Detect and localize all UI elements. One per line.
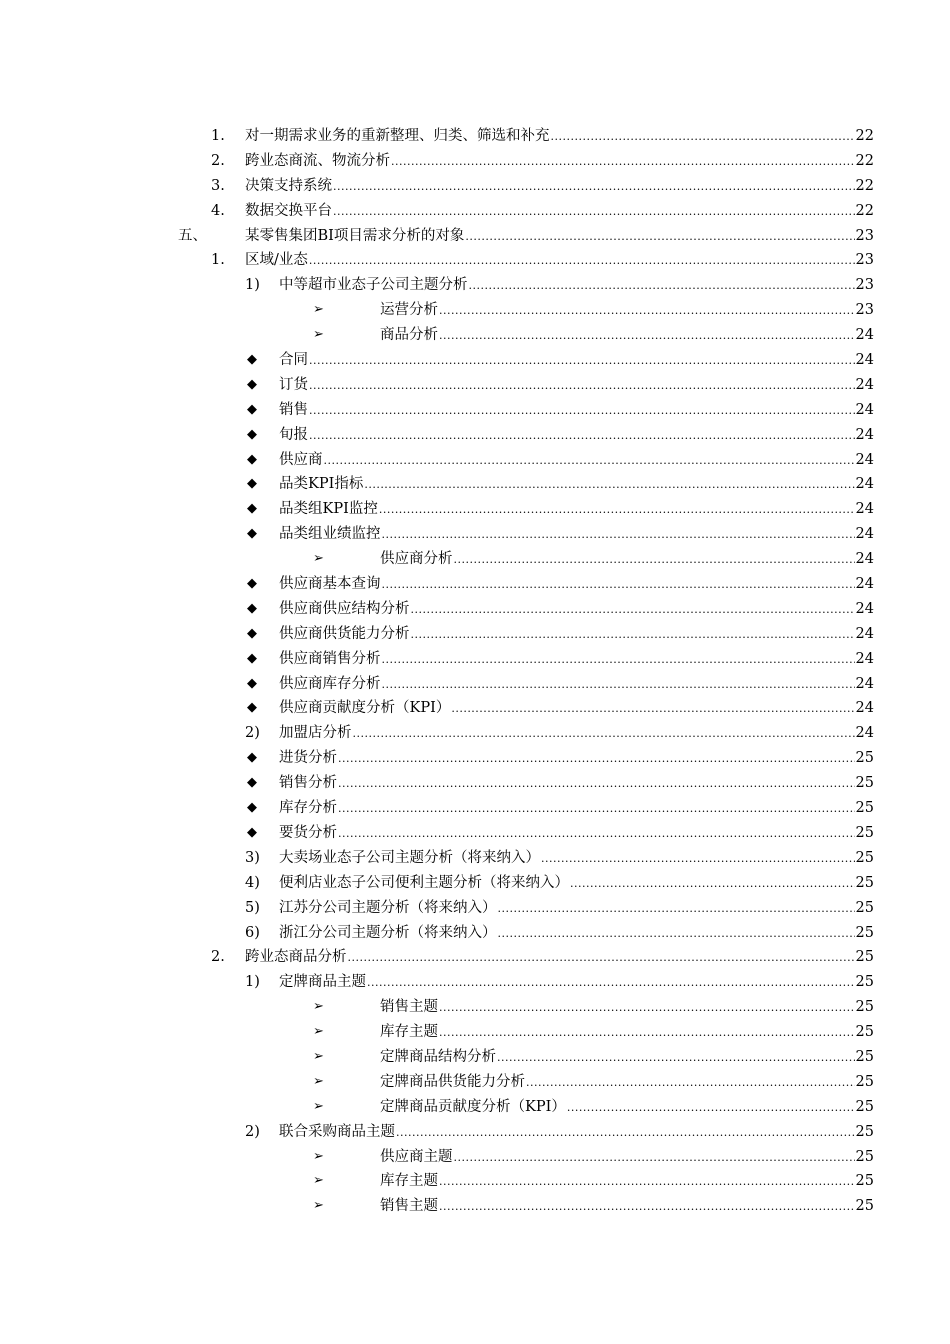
toc-entry-title: 联合采购商品主题	[279, 1123, 395, 1140]
toc-entry[interactable]	[0, 248, 950, 273]
dot-leader	[567, 1096, 855, 1121]
toc-entry-number: 5)	[245, 899, 260, 916]
diamond-bullet-icon: ◆	[247, 451, 257, 467]
toc-entry-title: 销售	[279, 401, 308, 418]
toc-entry-page-number: 25	[855, 750, 874, 767]
arrow-bullet-icon: ➢	[313, 1073, 324, 1089]
toc-entry-number: 3)	[245, 849, 260, 866]
toc-entry-page-number: 24	[855, 476, 874, 493]
toc-entry-page-number: 25	[855, 800, 874, 817]
toc-entry[interactable]	[0, 846, 950, 871]
toc-entry[interactable]	[0, 945, 950, 970]
toc-entry[interactable]	[0, 1169, 950, 1194]
toc-entry[interactable]	[0, 696, 950, 721]
toc-entry-title: 库存主题	[380, 1024, 438, 1041]
toc-entry-page-number: 24	[855, 675, 874, 692]
toc-entry-title: 供应商库存分析	[279, 675, 381, 692]
toc-entry[interactable]	[0, 1145, 950, 1170]
dot-leader	[469, 274, 855, 299]
toc-entry[interactable]	[0, 547, 950, 572]
toc-entry-page-number: 23	[855, 277, 874, 294]
toc-entry-title: 品类组业绩监控	[279, 526, 381, 543]
toc-entry-title: 进货分析	[279, 750, 337, 767]
toc-entry-page-number: 23	[855, 227, 874, 244]
toc-entry-page-number: 24	[855, 725, 874, 742]
arrow-bullet-icon: ➢	[313, 551, 324, 567]
toc-entry-page-number: 24	[855, 376, 874, 393]
toc-entry-title: 销售主题	[380, 1198, 438, 1215]
toc-entry-title: 合同	[279, 352, 308, 369]
dot-leader	[309, 349, 855, 374]
toc-entry[interactable]	[0, 224, 950, 249]
toc-entry-page-number: 24	[855, 352, 874, 369]
toc-entry-title: 供应商销售分析	[279, 650, 381, 667]
toc-entry[interactable]	[0, 199, 950, 224]
diamond-bullet-icon: ◆	[247, 576, 257, 592]
arrow-bullet-icon: ➢	[313, 302, 324, 318]
arrow-bullet-icon: ➢	[313, 999, 324, 1015]
toc-entry[interactable]	[0, 572, 950, 597]
table-of-contents	[0, 124, 950, 1219]
dot-leader	[411, 598, 855, 623]
diamond-bullet-icon: ◆	[247, 824, 257, 840]
arrow-bullet-icon: ➢	[313, 327, 324, 343]
dot-leader	[367, 971, 855, 996]
toc-entry-title: 供应商供应结构分析	[279, 600, 410, 617]
toc-entry-page-number: 25	[855, 775, 874, 792]
toc-entry[interactable]	[0, 323, 950, 348]
dot-leader	[391, 150, 855, 175]
dot-leader	[382, 673, 855, 698]
arrow-bullet-icon: ➢	[313, 1148, 324, 1164]
toc-entry[interactable]	[0, 597, 950, 622]
toc-entry-page-number: 22	[855, 202, 874, 219]
toc-entry[interactable]	[0, 672, 950, 697]
toc-entry-title: 销售分析	[279, 775, 337, 792]
toc-entry[interactable]	[0, 896, 950, 921]
toc-entry-page-number: 24	[855, 327, 874, 344]
diamond-bullet-icon: ◆	[247, 625, 257, 641]
toc-entry-number: 五、	[178, 227, 207, 244]
toc-entry-number: 6)	[245, 924, 260, 941]
toc-entry-page-number: 25	[855, 1198, 874, 1215]
toc-entry-number: 2.	[211, 152, 225, 169]
toc-entry-page-number: 25	[855, 874, 874, 891]
toc-entry-title: 供应商主题	[380, 1148, 453, 1165]
toc-entry-page-number: 24	[855, 600, 874, 617]
toc-entry-number: 2)	[245, 725, 260, 742]
toc-entry[interactable]	[0, 398, 950, 423]
diamond-bullet-icon: ◆	[247, 800, 257, 816]
toc-entry-title: 中等超市业态子公司主题分析	[279, 277, 468, 294]
dot-leader	[382, 523, 855, 548]
dot-leader	[439, 1021, 855, 1046]
toc-entry-page-number: 25	[855, 999, 874, 1016]
toc-entry-page-number: 22	[855, 152, 874, 169]
toc-entry-title: 江苏分公司主题分析（将来纳入）	[279, 899, 497, 916]
arrow-bullet-icon: ➢	[313, 1198, 324, 1214]
diamond-bullet-icon: ◆	[247, 600, 257, 616]
arrow-bullet-icon: ➢	[313, 1048, 324, 1064]
toc-entry-title: 跨业态商流、物流分析	[245, 152, 390, 169]
dot-leader	[338, 772, 855, 797]
toc-entry[interactable]	[0, 647, 950, 672]
toc-entry-title: 定牌商品供货能力分析	[380, 1073, 525, 1090]
toc-entry-page-number: 25	[855, 824, 874, 841]
toc-entry-page-number: 25	[855, 1098, 874, 1115]
toc-entry-page-number: 24	[855, 501, 874, 518]
dot-leader	[454, 1146, 855, 1171]
toc-entry-title: 供应商基本查询	[279, 576, 381, 593]
toc-entry-title: 旬报	[279, 426, 308, 443]
toc-entry[interactable]	[0, 448, 950, 473]
toc-entry[interactable]	[0, 1194, 950, 1219]
toc-entry-title: 供应商分析	[380, 551, 453, 568]
diamond-bullet-icon: ◆	[247, 775, 257, 791]
toc-entry-number: 1.	[211, 128, 225, 144]
toc-entry[interactable]	[0, 472, 950, 497]
dot-leader	[382, 573, 855, 598]
toc-entry-number: 2)	[245, 1123, 260, 1140]
toc-entry-page-number: 24	[855, 576, 874, 593]
dot-leader	[379, 498, 855, 523]
toc-entry-number: 3.	[211, 177, 225, 194]
toc-entry-page-number: 22	[855, 177, 874, 194]
toc-entry-title: 定牌商品结构分析	[380, 1048, 496, 1065]
toc-entry-title: 定牌商品主题	[279, 974, 366, 991]
toc-entry-title: 供应商	[279, 451, 323, 468]
toc-entry-page-number: 24	[855, 551, 874, 568]
dot-leader	[333, 175, 855, 200]
toc-entry-page-number: 24	[855, 650, 874, 667]
diamond-bullet-icon: ◆	[247, 675, 257, 691]
toc-entry-title: 要货分析	[279, 824, 337, 841]
toc-entry-number: 4.	[211, 202, 225, 219]
dot-leader	[353, 722, 855, 747]
toc-entry-title: 加盟店分析	[279, 725, 352, 742]
toc-entry-page-number: 25	[855, 1173, 874, 1190]
dot-leader	[439, 299, 855, 324]
toc-entry-title: 某零售集团BI项目需求分析的对象	[245, 227, 465, 244]
diamond-bullet-icon: ◆	[247, 352, 257, 368]
toc-entry-page-number: 24	[855, 625, 874, 642]
diamond-bullet-icon: ◆	[247, 501, 257, 517]
toc-entry[interactable]	[0, 174, 950, 199]
dot-leader	[497, 1046, 855, 1071]
toc-entry-title: 数据交换平台	[245, 202, 332, 219]
toc-entry-title: 定牌商品贡献度分析（KPI）	[380, 1098, 566, 1115]
toc-entry[interactable]	[0, 871, 950, 896]
arrow-bullet-icon: ➢	[313, 1173, 324, 1189]
toc-entry[interactable]	[0, 1120, 950, 1145]
dot-leader	[451, 697, 854, 722]
dot-leader	[541, 847, 855, 872]
toc-entry-title: 区域/业态	[245, 252, 308, 269]
dot-leader	[411, 623, 855, 648]
toc-entry[interactable]	[0, 124, 950, 149]
toc-entry-title: 供应商贡献度分析（KPI）	[279, 700, 451, 717]
dot-leader	[309, 249, 855, 274]
toc-entry[interactable]	[0, 373, 950, 398]
toc-entry-page-number: 25	[855, 849, 874, 866]
arrow-bullet-icon: ➢	[313, 1098, 324, 1114]
toc-entry-title: 库存分析	[279, 800, 337, 817]
toc-entry-page-number: 22	[855, 128, 874, 144]
arrow-bullet-icon: ➢	[313, 1024, 324, 1040]
toc-entry-number: 1.	[211, 252, 225, 269]
toc-entry-page-number: 24	[855, 526, 874, 543]
toc-entry[interactable]	[0, 298, 950, 323]
dot-leader	[324, 449, 855, 474]
toc-entry-page-number: 24	[855, 451, 874, 468]
dot-leader	[498, 897, 855, 922]
toc-entry-title: 大卖场业态子公司主题分析（将来纳入）	[279, 849, 540, 866]
toc-entry[interactable]	[0, 995, 950, 1020]
diamond-bullet-icon: ◆	[247, 526, 257, 542]
toc-entry[interactable]	[0, 921, 950, 946]
toc-entry-page-number: 25	[855, 1123, 874, 1140]
toc-entry[interactable]	[0, 522, 950, 547]
dot-leader	[498, 922, 855, 947]
toc-entry[interactable]	[0, 746, 950, 771]
dot-leader	[382, 648, 855, 673]
toc-entry[interactable]	[0, 273, 950, 298]
dot-leader	[333, 200, 855, 225]
dot-leader	[439, 1195, 855, 1220]
toc-entry[interactable]	[0, 149, 950, 174]
dot-leader	[396, 1121, 855, 1146]
toc-entry[interactable]	[0, 796, 950, 821]
dot-leader	[551, 125, 855, 150]
toc-entry-title: 运营分析	[380, 302, 438, 319]
dot-leader	[439, 324, 855, 349]
toc-entry-title: 浙江分公司主题分析（将来纳入）	[279, 924, 497, 941]
toc-entry[interactable]	[0, 721, 950, 746]
toc-entry-page-number: 25	[855, 949, 874, 966]
dot-leader	[439, 996, 855, 1021]
dot-leader	[309, 374, 855, 399]
toc-entry[interactable]	[0, 497, 950, 522]
toc-entry[interactable]	[0, 1095, 950, 1120]
toc-entry-number: 4)	[245, 874, 260, 891]
toc-entry-title: 商品分析	[380, 327, 438, 344]
toc-entry-title: 决策支持系统	[245, 177, 332, 194]
toc-entry-page-number: 25	[855, 1024, 874, 1041]
dot-leader	[338, 822, 855, 847]
toc-entry-title: 订货	[279, 376, 308, 393]
toc-entry-page-number: 25	[855, 974, 874, 991]
toc-entry[interactable]	[0, 348, 950, 373]
dot-leader	[465, 225, 854, 250]
dot-leader	[570, 872, 855, 897]
toc-entry-page-number: 25	[855, 1048, 874, 1065]
toc-entry-number: 1)	[245, 277, 260, 294]
toc-entry-title: 品类组KPI监控	[279, 501, 378, 518]
toc-entry-page-number: 24	[855, 700, 874, 717]
dot-leader	[526, 1071, 855, 1096]
toc-entry[interactable]	[0, 1045, 950, 1070]
diamond-bullet-icon: ◆	[247, 376, 257, 392]
dot-leader	[309, 424, 855, 449]
toc-entry-page-number: 23	[855, 302, 874, 319]
dot-leader	[348, 946, 855, 971]
dot-leader	[364, 473, 854, 498]
toc-entry-page-number: 25	[855, 924, 874, 941]
toc-entry-page-number: 25	[855, 899, 874, 916]
toc-entry[interactable]	[0, 1070, 950, 1095]
toc-entry[interactable]	[0, 970, 950, 995]
toc-entry[interactable]	[0, 771, 950, 796]
toc-entry-number: 1)	[245, 974, 260, 991]
toc-entry-title: 跨业态商品分析	[245, 949, 347, 966]
toc-entry-number: 2.	[211, 949, 225, 966]
toc-entry-title: 销售主题	[380, 999, 438, 1016]
diamond-bullet-icon: ◆	[247, 401, 257, 417]
dot-leader	[309, 399, 855, 424]
diamond-bullet-icon: ◆	[247, 750, 257, 766]
toc-entry[interactable]	[0, 821, 950, 846]
diamond-bullet-icon: ◆	[247, 650, 257, 666]
toc-entry-page-number: 25	[855, 1148, 874, 1165]
diamond-bullet-icon: ◆	[247, 426, 257, 442]
dot-leader	[454, 548, 855, 573]
toc-entry[interactable]	[0, 423, 950, 448]
toc-entry-page-number: 23	[855, 252, 874, 269]
toc-entry[interactable]	[0, 622, 950, 647]
toc-entry-page-number: 24	[855, 426, 874, 443]
dot-leader	[338, 747, 855, 772]
toc-entry-title: 供应商供货能力分析	[279, 625, 410, 642]
dot-leader	[338, 797, 855, 822]
toc-entry[interactable]	[0, 1020, 950, 1045]
toc-entry-title: 库存主题	[380, 1173, 438, 1190]
diamond-bullet-icon: ◆	[247, 476, 257, 492]
toc-entry-title: 对一期需求业务的重新整理、归类、筛选和补充	[245, 128, 550, 144]
toc-entry-page-number: 25	[855, 1073, 874, 1090]
dot-leader	[439, 1170, 855, 1195]
diamond-bullet-icon: ◆	[247, 700, 257, 716]
toc-entry-page-number: 24	[855, 401, 874, 418]
toc-entry-title: 便利店业态子公司便利主题分析（将来纳入）	[279, 874, 569, 891]
toc-entry-title: 品类KPI指标	[279, 476, 364, 493]
